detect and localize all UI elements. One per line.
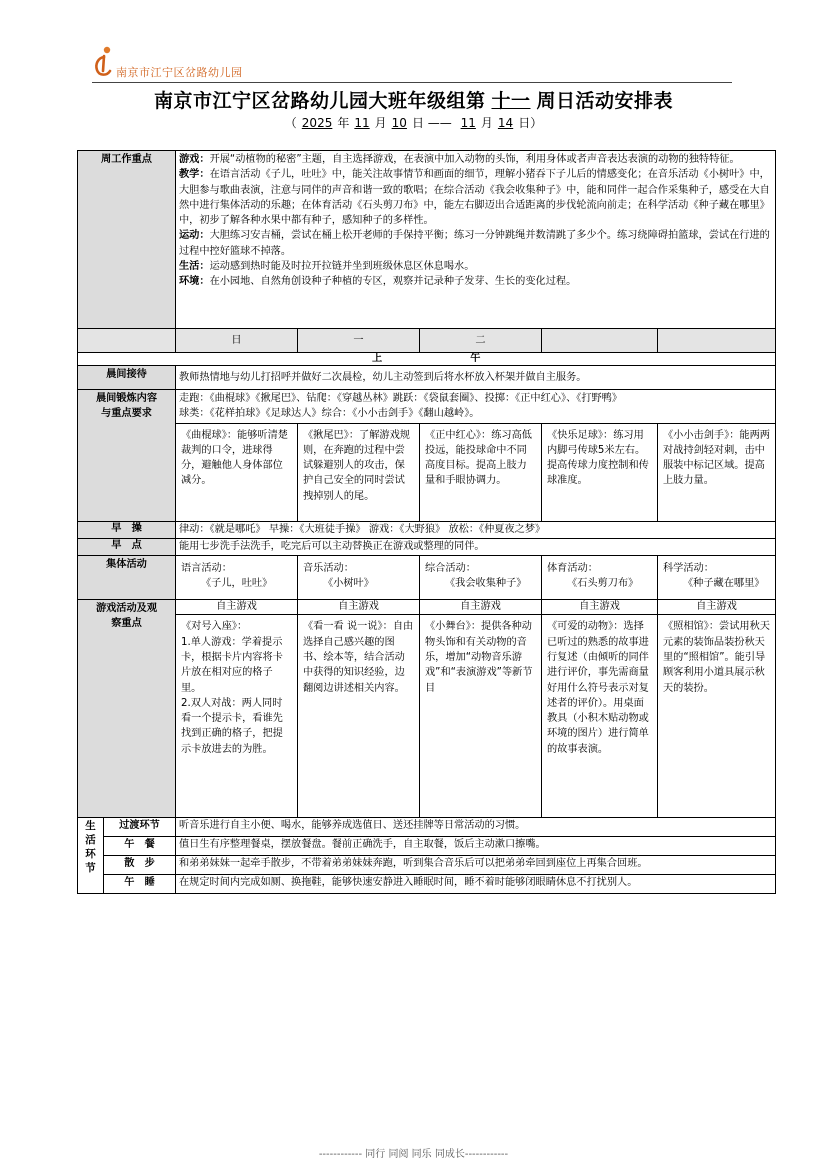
life-sub-label-3: 午 睡 [104, 874, 176, 893]
games-header-0: 自主游戏 [176, 600, 297, 616]
life-row-0 [78, 817, 776, 836]
focus-env [179, 274, 772, 289]
group-activity-name-3: 《石头剪刀布》 [567, 577, 639, 589]
date-end-day: 14 [497, 116, 514, 130]
title-week: 十一 [491, 90, 531, 112]
days-row [78, 329, 776, 353]
exercises-row [78, 521, 776, 538]
games-row [78, 599, 776, 817]
life-row-3 [78, 874, 776, 893]
morning-exercise-cell-4: 《小小击剑手》：能两两对战持剑轻对刺，击中服装中标记区域。提高上肢力量。 [658, 423, 776, 521]
focus-teaching [179, 167, 772, 228]
morning-exercise-label-line1: 晨间锻炼内容 [95, 393, 158, 404]
group-activity-name-2: 《我会收集种子》 [445, 577, 527, 589]
focus-env-label: 环境： [179, 276, 210, 288]
focus-life [179, 259, 772, 274]
games-cell-3 [542, 599, 658, 817]
focus-life-text: 运动感到热时能及时拉开拉链并坐到班级休息区休息喝水。 [209, 261, 475, 273]
morning-exercise-line2: 球类：《花样拍球》《足球达人》综合：《小小击剑手》《翻山越岭》。 [179, 408, 480, 420]
snack-text: 能用七步洗手法洗手，吃完后可以主动替换正在游戏或整理的同伴。 [176, 538, 776, 555]
page-footer: ------------ 同行 同阅 同乐 同成长------------ [318, 1149, 509, 1160]
date-range [0, 114, 827, 131]
weekly-focus-row [78, 151, 776, 329]
morning-exercise-cell-0: 《曲棍球》：能够听清楚裁判的口令，进球得分，避触他人身体部位减分。 [176, 423, 298, 521]
group-activity-label: 集体活动 [78, 555, 176, 599]
games-header-1: 自主游戏 [298, 600, 419, 616]
group-activity-row [78, 555, 776, 599]
focus-game-label: 游戏： [179, 154, 210, 165]
morning-exercise-summary [176, 390, 776, 424]
date-year-label: 年 [337, 116, 350, 130]
snack-row [78, 538, 776, 555]
page-header [92, 44, 732, 84]
date-month-label-2: 月 [480, 116, 493, 130]
date-start-day: 10 [391, 116, 407, 130]
date-end-month: 11 [460, 116, 476, 130]
group-activity-cell-4 [658, 555, 776, 599]
games-text-4: 《照相馆》：尝试用秋天元素的装饰品装扮秋天里的“照相馆”。能引导顾客利用小道具展示秋天的装扮。 [663, 621, 770, 694]
group-activity-cell-2 [420, 555, 542, 599]
morning-exercise-cell-1: 《揪尾巴》：了解游戏规则，在奔跑的过程中尝试躲避别人的攻击，保护自己安全的同时尝试拽掉别人的尾。 [298, 423, 420, 521]
games-label-line1: 游戏活动及观 [95, 602, 158, 614]
date-open: （ [284, 116, 297, 130]
reception-row [78, 366, 776, 390]
life-sub-label-2: 散 步 [104, 855, 176, 874]
header-divider [92, 82, 732, 83]
focus-game-text: 开展“动植物的秘密”主题，自主选择游戏，在表演中加入动物的头饰，利用身体或者声音表达表演的动物的独特特征。 [209, 154, 740, 165]
date-year: 2025 [301, 116, 333, 130]
games-text-3: 《可爱的动物》：选择已听过的熟悉的故事进行复述（由倾听的同伴进行评价，事先需商量好用什么符号表示对复述者的评价）。用桌面教具（小积木贴动物或环境的图片）进行简单的故事表演。 [547, 621, 649, 755]
focus-sport-label: 运动： [179, 230, 210, 242]
exercises-text: 律动：《就是哪吒》 早操：《大班徒手操》 游戏：《大野狼》 放松：《仲夏夜之梦》 [176, 521, 776, 538]
morning-banner-right: 午 [470, 353, 481, 364]
focus-game [179, 152, 772, 167]
title-prefix: 南京市江宁区岔路幼儿园大班年级组第 [153, 90, 486, 112]
exercises-label: 早 操 [78, 521, 176, 538]
day-col-2: 二 [420, 329, 542, 353]
morning-banner-left: 上 [372, 353, 383, 364]
weekly-focus-content [176, 151, 776, 329]
games-header-2: 自主游戏 [420, 600, 541, 616]
group-activity-type-3: 体育活动： [547, 562, 598, 574]
focus-teaching-text: 在语言活动《子儿，吐吐》中，能关注故事情节和画面的细节，理解小猪吞下子儿后的情感变化；在音乐活动《小树叶》中，大胆参与歌曲表演，注意与同伴的声音和谐一致的歌唱；在综合活动《我会收集种子》中，能和同伴一起合作采集种子，感受在大自然中进行集体活动的乐趣；在体育活动《石头剪刀布》中，能左右脚迈出合适距离的步伐轮流向前走；在科学活动《种子藏在哪里》中，初步了解各种水果中都有种子，感知种子的多样性。 [179, 169, 770, 227]
group-activity-name-1: 《小树叶》 [323, 577, 374, 589]
games-label-line2: 察重点 [111, 617, 142, 629]
group-activity-name-0: 《子儿，吐吐》 [201, 577, 273, 589]
life-row-2 [78, 855, 776, 874]
morning-exercise-row-1 [78, 390, 776, 424]
life-text-1: 值日生有序整理餐桌，摆放餐盘。餐前正确洗手，自主取餐，饭后主动漱口擦嘴。 [176, 836, 776, 855]
page-title [0, 86, 827, 113]
life-text-2: 和弟弟妹妹一起牵手散步，不带着弟弟妹妹奔跑，听到集合音乐后可以把弟弟牵回到座位上再集合回班。 [176, 855, 776, 874]
header-kindergarten-name: 南京市江宁区岔路幼儿园 [116, 66, 243, 79]
morning-banner-row [78, 353, 776, 366]
morning-exercise-label [78, 390, 176, 522]
group-activity-type-1: 音乐活动： [303, 562, 354, 574]
snack-label: 早 点 [78, 538, 176, 555]
focus-env-text: 在小园地、自然角创设种子种植的专区，观察并记录种子发芽、生长的变化过程。 [209, 276, 577, 288]
games-text-2: 《小舞台》：提供各种动物头饰和有关动物的音乐，增加“动物音乐游戏”和“表演游戏”等新节目 [425, 621, 533, 694]
morning-exercise-cell-2: 《正中红心》：练习高低投远，能投球命中不同高度目标。提高上肢力量和手眼协调力。 [420, 423, 542, 521]
games-cell-0 [176, 599, 298, 817]
life-row-1 [78, 836, 776, 855]
day-col-0: 日 [176, 329, 298, 353]
life-label-text: 生活环节 [85, 819, 96, 875]
group-activity-type-0: 语言活动： [181, 562, 232, 574]
kindergarten-logo-icon [92, 44, 114, 78]
date-start-month: 11 [354, 116, 370, 130]
games-text-0: 《对号入座》： 1.单人游戏：学着提示卡，根据卡片内容将卡片放在相对应的格子里。 2.双人对战：两人同时看一个提示卡，看谁先找到正确的格子，把提示卡放进去的为胜。 [181, 621, 283, 755]
day-col-4 [658, 329, 776, 353]
date-day-label: 日 [411, 116, 424, 130]
games-header-4: 自主游戏 [658, 600, 775, 616]
morning-exercise-label-line2: 与重点要求 [101, 408, 152, 420]
date-day-label-2: 日） [518, 116, 543, 130]
focus-life-label: 生活： [179, 261, 210, 273]
reception-label: 晨间接待 [78, 366, 176, 390]
games-cell-2 [420, 599, 542, 817]
focus-sport [179, 228, 772, 259]
games-label [78, 599, 176, 817]
games-header-3: 自主游戏 [542, 600, 657, 616]
morning-banner [78, 353, 776, 366]
morning-exercise-row-2 [78, 423, 776, 521]
date-dash: —— [427, 116, 452, 130]
focus-sport-text: 大胆练习安吉桶，尝试在桶上松开老师的手保持平衡；练习一分钟跳绳并数清跳了多少个。练习绕障碍拍篮球，尝试在行进的过程中控好篮球不掉落。 [179, 230, 770, 257]
group-activity-cell-0 [176, 555, 298, 599]
morning-exercise-cell-3: 《快乐足球》：练习用内脚弓传球5米左右。提高传球力度控制和传球准度。 [542, 423, 658, 521]
group-activity-cell-3 [542, 555, 658, 599]
games-cell-4 [658, 599, 776, 817]
group-activity-name-4: 《种子藏在哪里》 [683, 577, 765, 589]
life-text-3: 在规定时间内完成如厕、换拖鞋，能够快速安静进入睡眠时间，睡不着时能够闭眼睛休息不打扰别人。 [176, 874, 776, 893]
life-sub-label-0: 过渡环节 [104, 817, 176, 836]
date-month-label: 月 [374, 116, 387, 130]
focus-teaching-label: 教学： [179, 169, 210, 181]
group-activity-cell-1 [298, 555, 420, 599]
games-cell-1 [298, 599, 420, 817]
morning-exercise-line1: 走跑：《曲棍球》《揪尾巴》、钻爬：《穿越丛林》跳跃：《袋鼠套圈》、投掷：《正中红心》、《打野鸭》 [179, 393, 623, 404]
life-text-0: 听音乐进行自主小便、喝水，能够养成选值日、送还挂牌等日常活动的习惯。 [176, 817, 776, 836]
day-col-3 [542, 329, 658, 353]
days-corner [78, 329, 176, 353]
schedule-table [77, 150, 776, 894]
day-col-1: 一 [298, 329, 420, 353]
weekly-focus-label: 周工作重点 [78, 151, 176, 329]
group-activity-type-2: 综合活动： [425, 562, 476, 574]
games-text-1: 《看一看 说一说》：自由选择自己感兴趣的图书、绘本等，结合活动中获得的知识经验，边翻阅边讲述相关内容。 [303, 621, 414, 694]
life-sub-label-1: 午 餐 [104, 836, 176, 855]
life-label [78, 817, 104, 893]
title-suffix: 周日活动安排表 [536, 90, 674, 112]
group-activity-type-4: 科学活动： [663, 562, 714, 574]
reception-text: 教师热情地与幼儿打招呼并做好二次晨检，幼儿主动签到后将水杯放入杯架并做自主服务。 [176, 366, 776, 390]
